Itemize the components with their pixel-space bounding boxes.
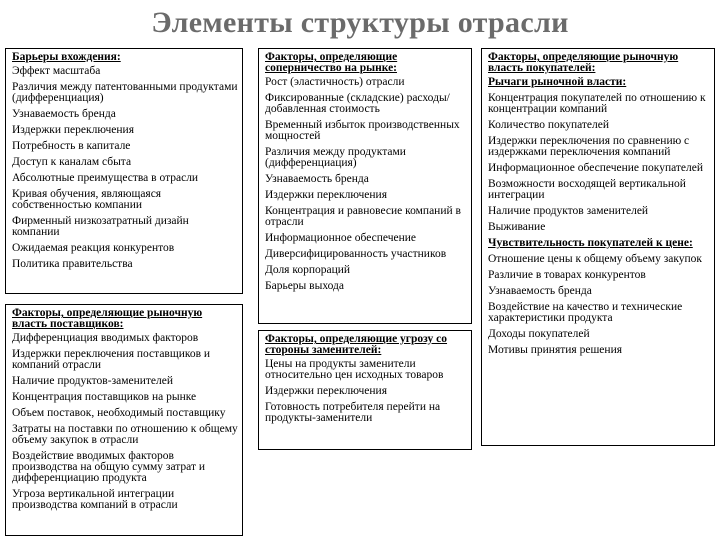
suppliers-item: Угроза вертикальной интеграции производства компаний в отрасли (12, 488, 178, 511)
suppliers-item: Затраты на поставки по отношению к общему объему закупок в отрасли (12, 423, 238, 446)
buyers-box (481, 48, 715, 446)
rivalry-item: Концентрация и равновесие компаний в отрасли (265, 205, 461, 228)
substitutes-item: Готовность потребителя перейти на продукты-заменители (265, 401, 441, 424)
barriers-item: Издержки переключения (12, 124, 134, 136)
substitutes-item: Цены на продукты заменители относительно цен исходных товаров (265, 358, 444, 381)
barriers-item: Потребность в капитале (12, 140, 131, 152)
buyers-item: Доходы покупателей (488, 328, 590, 340)
barriers-item: Эффект масштаба (12, 65, 101, 77)
barriers-item: Ожидаемая реакция конкурентов (12, 242, 175, 254)
rivalry-item: Временный избыток производственных мощностей (265, 119, 460, 142)
buyers-item: Информационное обеспечение покупателей (488, 162, 704, 174)
barriers-item: Кривая обучения, являющаяся собственностью компании (12, 188, 162, 211)
rivalry-item: Узнаваемость бренда (265, 173, 369, 185)
rivalry-item: Фиксированные (складские) расходы/добавленная стоимость (265, 92, 450, 115)
buyers-item: Воздействие на качество и технические характеристики продукта (488, 301, 683, 324)
buyers-item: Отношение цены к общему объему закупок (488, 253, 703, 265)
buyers-item: Издержки переключения по сравнению с издержками переключения компаний (488, 135, 690, 158)
rivalry-item: Информационное обеспечение (265, 232, 416, 244)
rivalry-heading: Факторы, определяющие соперничество на рынке: (265, 51, 398, 74)
suppliers-item: Издержки переключения поставщиков и компаний отрасли (12, 348, 211, 371)
rivalry-item: Барьеры выхода (265, 280, 345, 292)
barriers-item: Узнаваемость бренда (12, 108, 116, 120)
barriers-item: Абсолютные преимущества в отрасли (12, 172, 199, 184)
barriers-box (5, 48, 243, 294)
suppliers-item: Воздействие вводимых факторов производства на общую сумму затрат и дифференциацию продукта (12, 450, 206, 484)
barriers-item: Политика правительства (12, 258, 133, 270)
rivalry-item: Доля корпораций (265, 264, 351, 276)
buyers-item: Различие в товарах конкурентов (488, 269, 646, 281)
suppliers-box (5, 304, 243, 536)
suppliers-item: Объем поставок, необходимый поставщику (12, 407, 226, 419)
buyers-item: Мотивы принятия решения (488, 344, 623, 356)
buyers-heading: Факторы, определяющие рыночную власть покупателей: (488, 51, 679, 74)
substitutes-item: Издержки переключения (265, 385, 387, 397)
rivalry-item: Диверсифицированность участников (265, 248, 447, 260)
buyers-item: Количество покупателей (488, 119, 610, 131)
suppliers-item: Дифференциация вводимых факторов (12, 332, 199, 344)
buyers-item: Наличие продуктов заменителей (488, 205, 649, 217)
substitutes-box (258, 330, 472, 450)
buyers-item: Концентрация покупателей по отношению к концентрации компаний (488, 92, 706, 115)
suppliers-item: Наличие продуктов-заменителей (12, 375, 174, 387)
buyers-item: Возможности восходящей вертикальной интеграции (488, 178, 686, 201)
buyers-subheading-price-sensitivity: Чувствительность покупателей к цене: (488, 237, 693, 249)
rivalry-item: Издержки переключения (265, 189, 387, 201)
buyers-item: Узнаваемость бренда (488, 285, 592, 297)
barriers-item: Доступ к каналам сбыта (12, 156, 132, 168)
slide-title: Элементы структуры отрасли (151, 6, 569, 39)
rivalry-box (258, 48, 472, 324)
suppliers-item: Концентрация поставщиков на рынке (12, 391, 197, 403)
suppliers-heading: Факторы, определяющие рыночную власть поставщиков: (12, 307, 203, 330)
barriers-item: Различия между патентованными продуктами (дифференциация) (12, 81, 238, 104)
rivalry-item: Рост (эластичность) отрасли (265, 76, 405, 88)
barriers-item: Фирменный низкозатратный дизайн компании (12, 215, 189, 238)
buyers-subheading-leverage: Рычаги рыночной власти: (488, 76, 627, 88)
barriers-heading: Барьеры вхождения: (12, 51, 121, 63)
buyers-item: Выживание (488, 221, 546, 233)
rivalry-item: Различия между продуктами (дифференциация) (265, 146, 406, 169)
substitutes-heading: Факторы, определяющие угрозу со стороны заменителей: (265, 333, 448, 356)
